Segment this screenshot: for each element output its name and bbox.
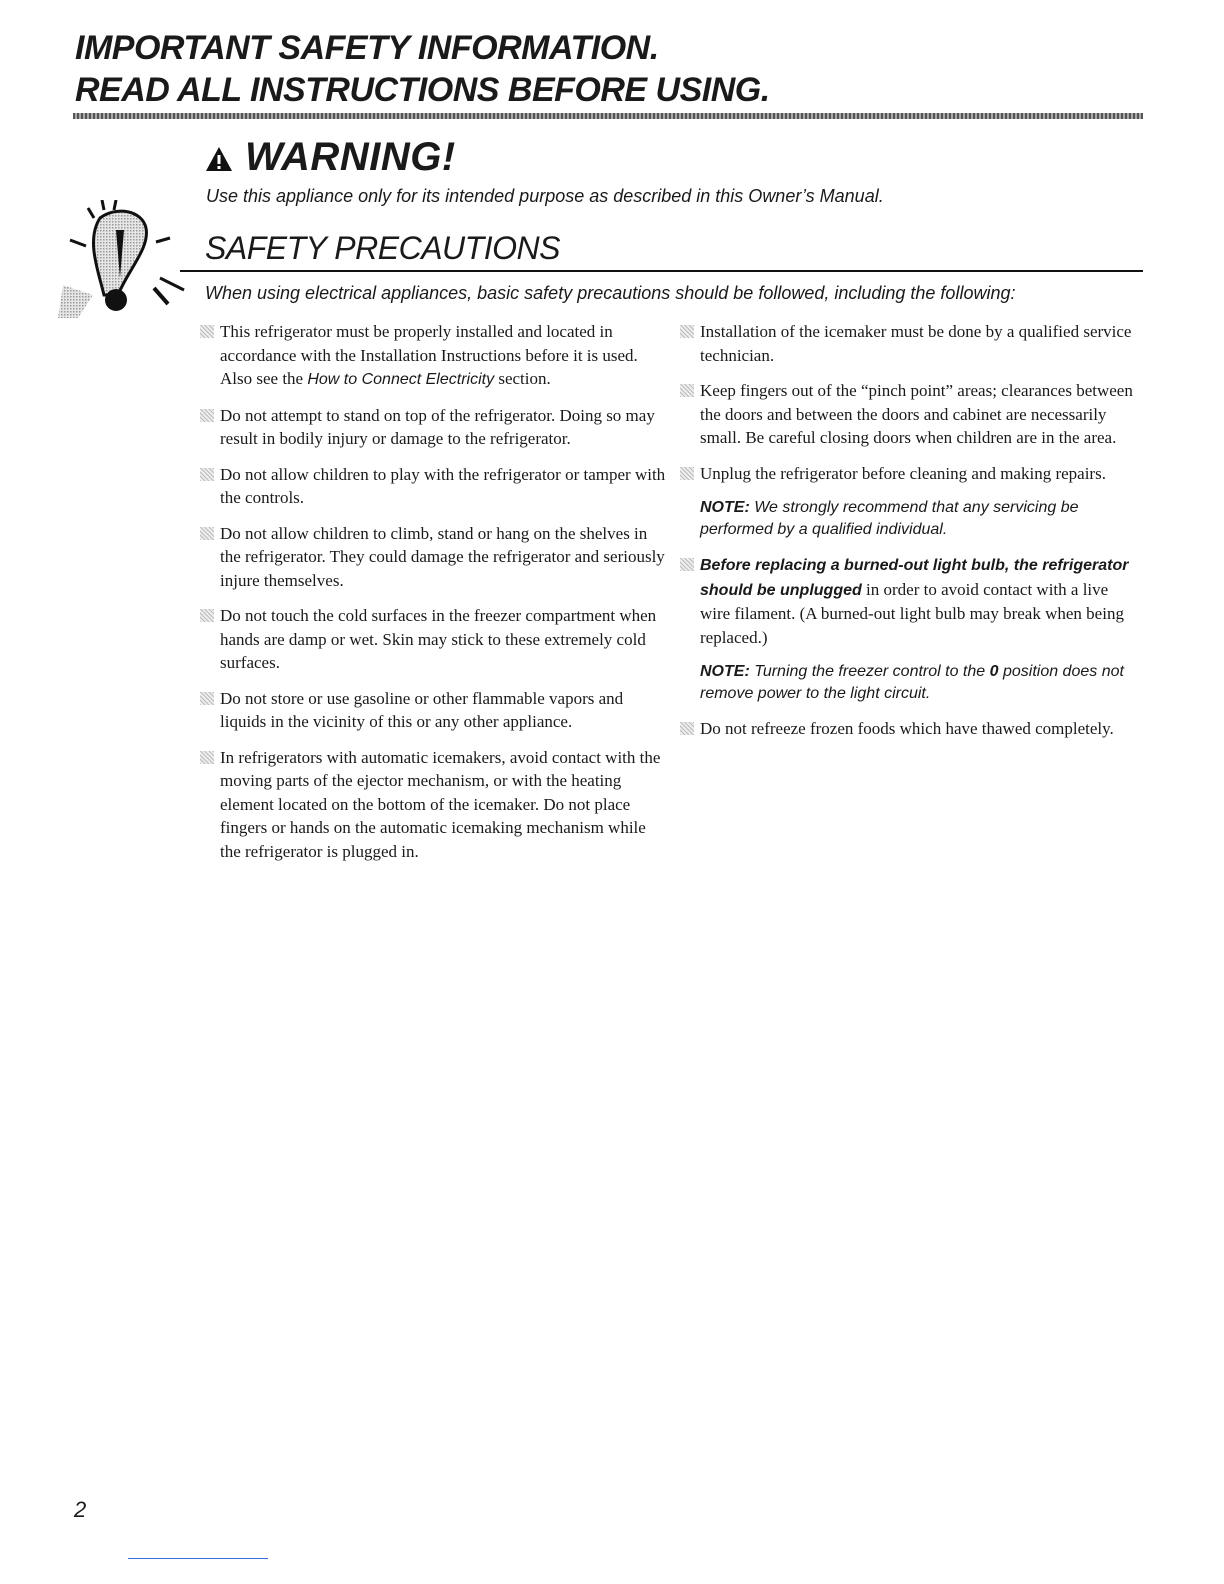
- list-item: In refrigerators with automatic icemakers, avoid contact with the moving parts of the ejector mechanism, or with the heating element located on the bottom of the icemaker. Do not place fingers or hands on the automatic icemaking mechanism while the refrigerator is plugged in.: [200, 746, 670, 864]
- intended-use-text: Use this appliance only for its intended purpose as described in this Owner’s Manual.: [206, 186, 884, 206]
- list-item: Do not attempt to stand on top of the refrigerator. Doing so may result in bodily injury or damage to the refrigerator.: [200, 404, 670, 451]
- header-rule: [73, 113, 1143, 119]
- bullet-icon: [680, 384, 694, 397]
- header-line-1: IMPORTANT SAFETY INFORMATION.: [75, 29, 659, 67]
- list-item: Unplug the refrigerator before cleaning and making repairs.: [680, 462, 1142, 486]
- safety-precautions-title: SAFETY PRECAUTIONS: [205, 230, 560, 266]
- bullet-icon: [200, 468, 214, 481]
- list-item: Do not touch the cold surfaces in the freezer compartment when hands are damp or wet. Skin may stick to these extremely cold surfaces.: [200, 604, 670, 675]
- list-item: Installation of the icemaker must be done by a qualified service technician.: [680, 320, 1142, 367]
- warning-triangle-icon: [205, 145, 233, 173]
- left-column: [200, 320, 670, 875]
- safety-subtitle: When using electrical appliances, basic safety precautions should be followed, including the following:: [205, 283, 1016, 303]
- page-number: 2: [74, 1497, 87, 1522]
- right-column: [680, 320, 1142, 753]
- bullet-icon: [680, 558, 694, 571]
- safety-rule: [180, 270, 1143, 272]
- list-item: Do not refreeze frozen foods which have thawed completely.: [680, 717, 1142, 741]
- note-freezer-control: NOTE: Turning the freezer control to the 0 position does not remove power to the light circuit.: [700, 663, 1124, 702]
- list-item: Do not allow children to play with the refrigerator or tamper with the controls.: [200, 463, 670, 510]
- footer-line: [128, 1558, 268, 1559]
- bullet-icon: [680, 722, 694, 735]
- note-servicing: NOTE: We strongly recommend that any servicing be performed by a qualified individual.: [700, 499, 1079, 538]
- bullet-icon: [200, 409, 214, 422]
- list-item: This refrigerator must be properly installed and located in accordance with the Installation Instructions before it is used. Also see the How to Connect Electricity section.: [200, 320, 670, 392]
- warning-heading: [205, 132, 456, 182]
- bullet-icon: [200, 325, 214, 338]
- list-item: Keep fingers out of the “pinch point” areas; clearances between the doors and between the doors and cabinet are necessarily small. Be careful closing doors when children are in the area.: [680, 379, 1142, 450]
- safety-alert-icon: [58, 200, 188, 328]
- connect-electricity-reference: How to Connect Electricity: [307, 371, 495, 388]
- bullet-icon: [680, 325, 694, 338]
- bullet-icon: [200, 527, 214, 540]
- header-line-2: READ ALL INSTRUCTIONS BEFORE USING.: [75, 71, 770, 109]
- list-item: Do not allow children to climb, stand or hang on the shelves in the refrigerator. They could damage the refrigerator and seriously injure themselves.: [200, 522, 670, 593]
- warning-title: WARNING!: [245, 134, 456, 179]
- bullet-icon: [680, 467, 694, 480]
- bullet-icon: [200, 692, 214, 705]
- bullet-icon: [200, 751, 214, 764]
- bullet-icon: [200, 609, 214, 622]
- list-item: Before replacing a burned-out light bulb, the refrigerator should be unplugged in order to avoid contact with a live wire filament. (A burned-out light bulb may break when being replaced.): [680, 553, 1142, 649]
- list-item: Do not store or use gasoline or other flammable vapors and liquids in the vicinity of this or any other appliance.: [200, 687, 670, 734]
